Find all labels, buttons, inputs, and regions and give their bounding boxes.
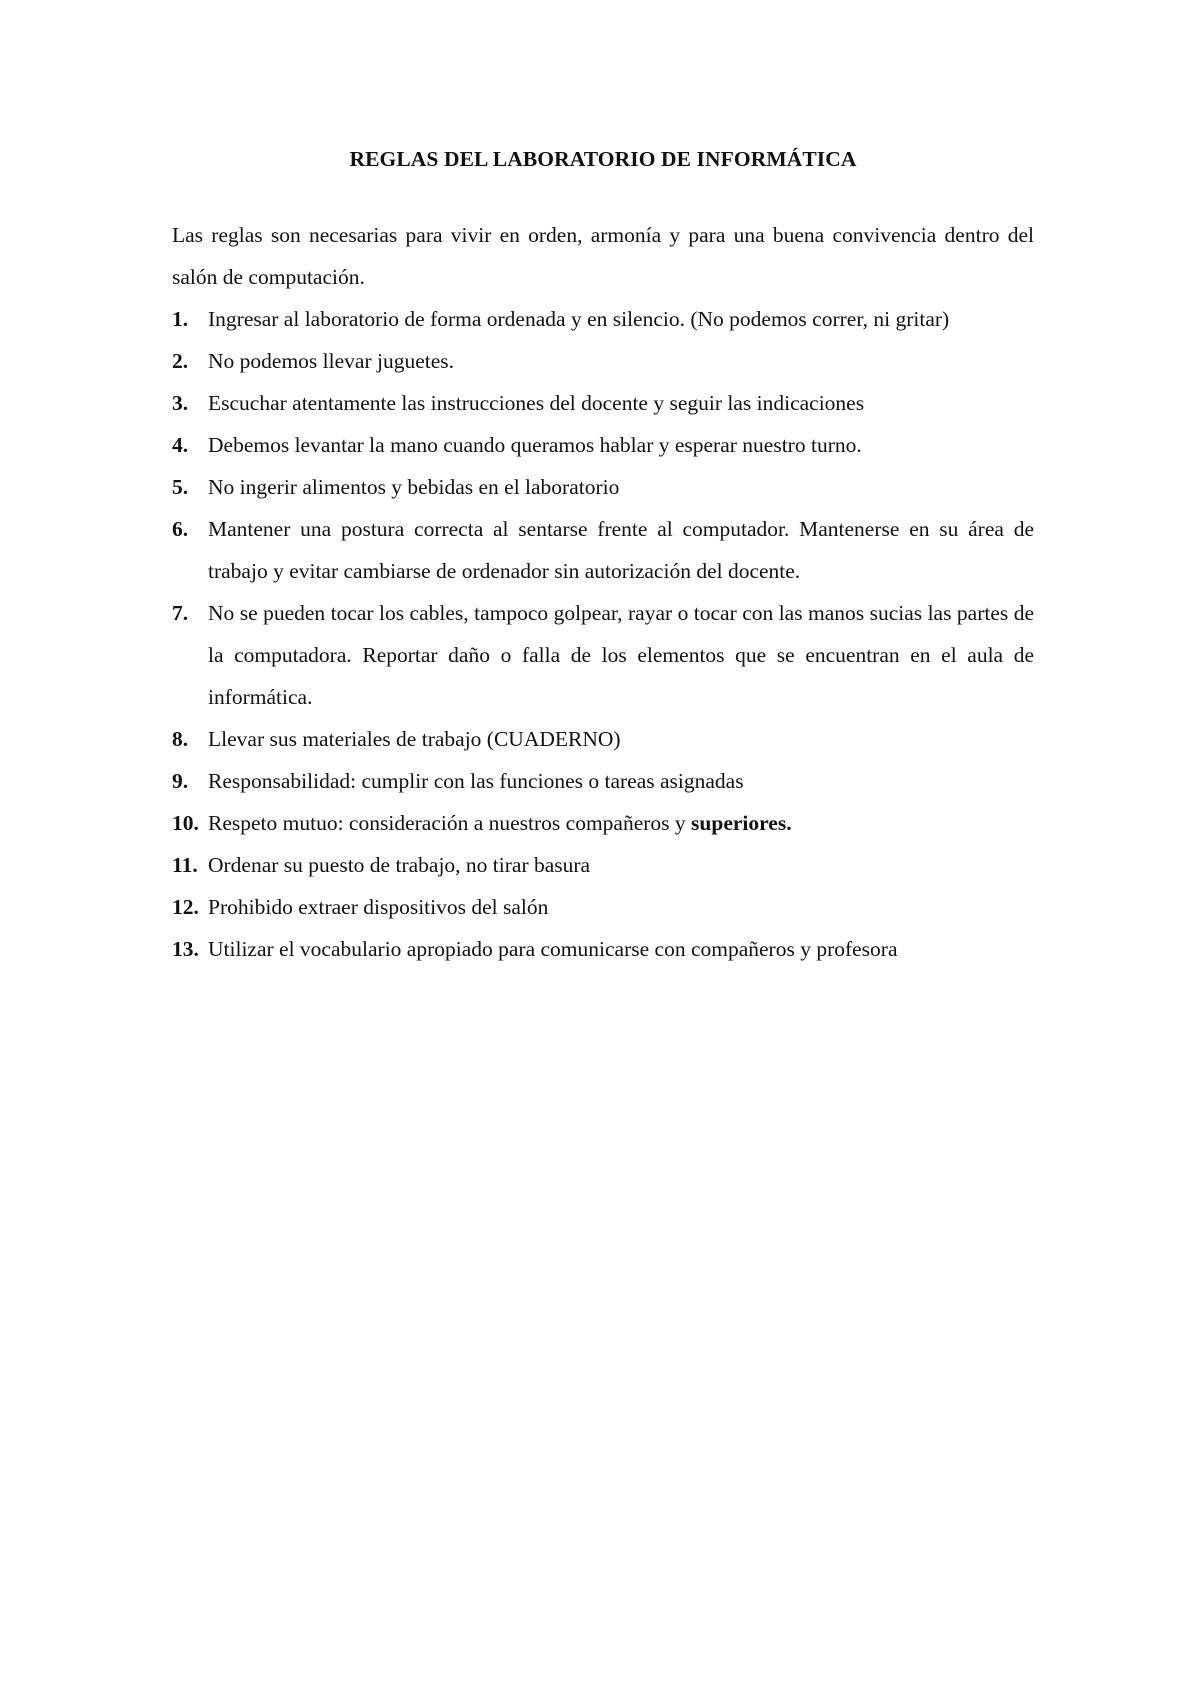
rule-number: 5. (172, 475, 189, 499)
list-item (172, 760, 1034, 802)
rule-text-bold: superiores. (691, 811, 792, 835)
document-content (172, 140, 1034, 970)
rule-number: 9. (172, 769, 189, 793)
rule-text: Responsabilidad: cumplir con las funciones o tareas asignadas (208, 769, 744, 793)
rule-number: 8. (172, 727, 189, 751)
rule-text: Prohibido extraer dispositivos del salón (208, 895, 549, 919)
list-item (172, 382, 1034, 424)
rule-number: 12. (172, 895, 199, 919)
list-item (172, 298, 1034, 340)
rule-text: No ingerir alimentos y bebidas en el laboratorio (208, 475, 620, 499)
rule-text: Llevar sus materiales de trabajo (CUADERNO) (208, 727, 621, 751)
rule-text: Ingresar al laboratorio de forma ordenada y en silencio. (No podemos correr, ni gritar) (208, 307, 950, 331)
rule-text (208, 802, 1034, 844)
rule-number: 10. (172, 811, 199, 835)
list-item (172, 340, 1034, 382)
page-title: REGLAS DEL LABORATORIO DE INFORMÁTICA (349, 147, 857, 171)
list-item (172, 424, 1034, 466)
list-item (172, 466, 1034, 508)
rule-number: 13. (172, 937, 199, 961)
rule-number: 11. (172, 853, 198, 877)
intro-paragraph: Las reglas son necesarias para vivir en orden, armonía y para una buena convivencia dentro del salón de computación. (172, 223, 1034, 289)
list-item (172, 802, 1034, 844)
list-item (172, 886, 1034, 928)
list-item (172, 718, 1034, 760)
rule-number: 2. (172, 349, 189, 373)
rule-number: 1. (172, 307, 189, 331)
rule-number: 4. (172, 433, 189, 457)
rule-number: 6. (172, 517, 189, 541)
list-item (172, 592, 1034, 718)
rule-text: Mantener una postura correcta al sentarse frente al computador. Mantenerse en su área de trabajo y evitar cambiarse de ordenador sin autorización del docente. (208, 517, 1034, 583)
rule-number: 3. (172, 391, 189, 415)
list-item (172, 928, 1034, 970)
rule-number: 7. (172, 601, 189, 625)
rules-list (172, 298, 1034, 970)
rule-text: Debemos levantar la mano cuando queramos hablar y esperar nuestro turno. (208, 433, 862, 457)
rule-text: Utilizar el vocabulario apropiado para comunicarse con compañeros y profesora (208, 937, 898, 961)
list-item (172, 844, 1034, 886)
rule-text-regular: Respeto mutuo: consideración a nuestros compañeros y (208, 811, 692, 835)
list-item (172, 508, 1034, 592)
rule-text: Escuchar atentamente las instrucciones del docente y seguir las indicaciones (208, 391, 865, 415)
rule-text: Ordenar su puesto de trabajo, no tirar basura (208, 853, 591, 877)
rule-text: No se pueden tocar los cables, tampoco golpear, rayar o tocar con las manos sucias las partes de la computadora. Reportar daño o falla de los elementos que se encuentran en el aula de informática. (208, 601, 1034, 709)
rule-text: No podemos llevar juguetes. (208, 349, 455, 373)
